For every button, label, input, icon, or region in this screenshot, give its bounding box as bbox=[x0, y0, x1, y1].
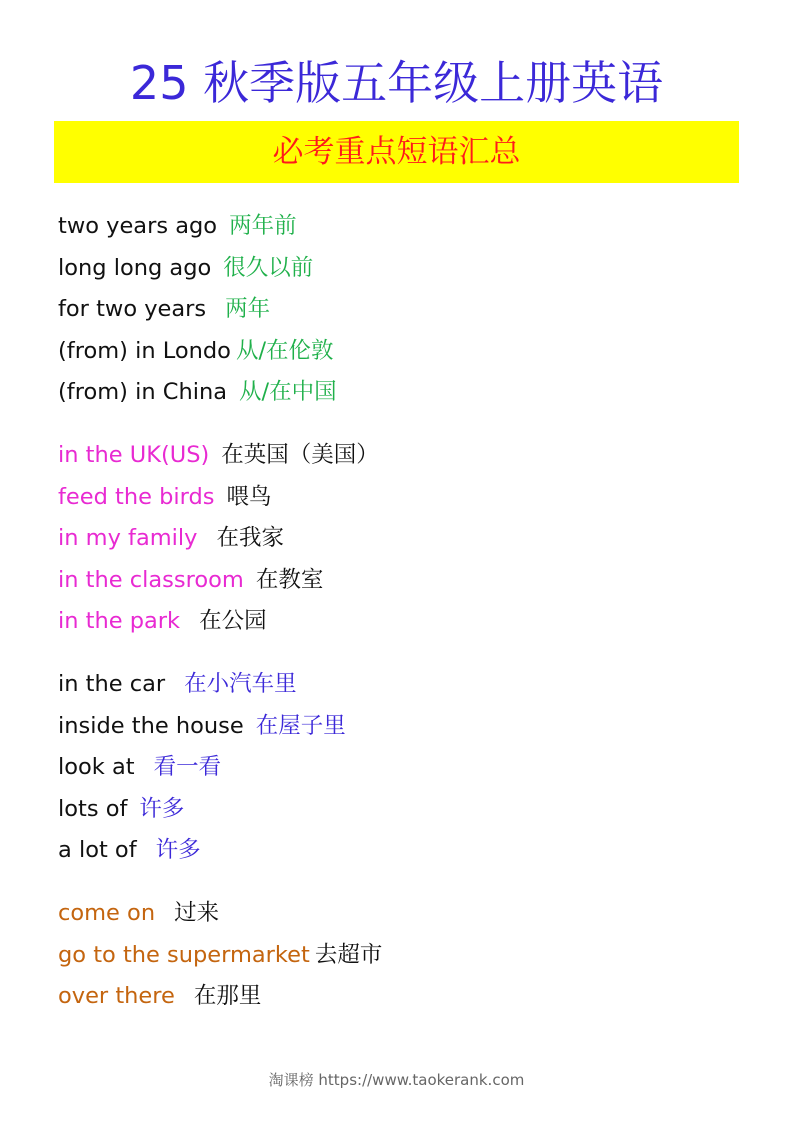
phrase-row bbox=[58, 706, 758, 748]
phrase-group-4 bbox=[58, 893, 758, 1018]
phrase-chinese: 在公园 bbox=[199, 608, 267, 635]
phrase-row bbox=[58, 435, 758, 477]
phrase-row bbox=[58, 935, 758, 977]
phrase-english: in the UK(US) bbox=[58, 442, 210, 468]
phrase-row bbox=[58, 560, 758, 602]
phrase-english: in the classroom bbox=[58, 566, 244, 593]
footer-source: 淘课榜 https://www.taokerank.com bbox=[268, 1071, 525, 1089]
phrase-group-2 bbox=[58, 435, 758, 643]
phrase-english: over there bbox=[58, 983, 175, 1010]
phrase-chinese: 喂鸟 bbox=[226, 483, 272, 510]
phrase-row bbox=[58, 518, 758, 560]
phrase-chinese: 在屋子里 bbox=[255, 712, 346, 739]
phrase-chinese: 两年前 bbox=[229, 213, 297, 239]
phrase-chinese: 许多 bbox=[155, 837, 201, 864]
phrase-english: in my family bbox=[58, 525, 198, 552]
phrase-row bbox=[58, 601, 758, 643]
phrase-english: long long ago bbox=[58, 254, 212, 281]
phrase-chinese: 看一看 bbox=[153, 754, 222, 781]
phrase-english: go to the supermarket bbox=[58, 941, 310, 968]
phrase-row bbox=[58, 747, 758, 789]
phrase-row bbox=[58, 789, 758, 831]
phrase-group-1 bbox=[58, 206, 758, 414]
phrase-row bbox=[58, 893, 758, 935]
phrase-row bbox=[58, 477, 758, 519]
phrase-chinese: 去超市 bbox=[314, 941, 383, 968]
phrase-chinese: 在那里 bbox=[193, 983, 262, 1010]
phrase-row bbox=[58, 331, 758, 373]
phrase-row bbox=[58, 372, 758, 414]
phrase-chinese: 过来 bbox=[174, 900, 220, 926]
phrase-row bbox=[58, 289, 758, 331]
phrase-english: in the car bbox=[58, 671, 166, 697]
phrase-chinese: 许多 bbox=[139, 795, 185, 822]
phrase-english: inside the house bbox=[58, 712, 244, 739]
phrase-english: come on bbox=[58, 900, 156, 926]
phrase-row bbox=[58, 206, 758, 248]
phrase-chinese: 在我家 bbox=[216, 525, 285, 552]
subtitle: 必考重点短语汇总 bbox=[272, 134, 521, 170]
phrase-chinese: 很久以前 bbox=[223, 254, 314, 281]
phrase-english: (from) in China bbox=[58, 379, 228, 406]
phrase-row bbox=[58, 976, 758, 1018]
phrase-row bbox=[58, 248, 758, 290]
phrase-english: a lot of bbox=[58, 837, 137, 864]
phrase-english: feed the birds bbox=[58, 483, 215, 510]
phrase-chinese: 两年 bbox=[225, 296, 271, 323]
phrase-english: look at bbox=[58, 754, 135, 781]
page-title: 25 秋季版五年级上册英语 bbox=[129, 56, 664, 110]
subtitle-banner bbox=[54, 121, 739, 183]
phrase-english: (from) in Londo bbox=[58, 337, 231, 364]
phrase-english: in the park bbox=[58, 608, 181, 635]
phrase-group-3 bbox=[58, 664, 758, 872]
phrase-chinese: 在小汽车里 bbox=[184, 671, 297, 697]
phrase-row bbox=[58, 830, 758, 872]
phrase-english: two years ago bbox=[58, 213, 218, 239]
phrase-english: lots of bbox=[58, 795, 128, 822]
phrase-chinese: 从/在伦敦 bbox=[235, 337, 334, 364]
phrase-chinese: 在英国（美国） bbox=[221, 442, 379, 468]
phrase-english: for two years bbox=[58, 296, 207, 323]
phrase-chinese: 在教室 bbox=[255, 566, 324, 593]
phrase-row bbox=[58, 664, 758, 706]
phrase-chinese: 从/在中国 bbox=[239, 379, 337, 406]
